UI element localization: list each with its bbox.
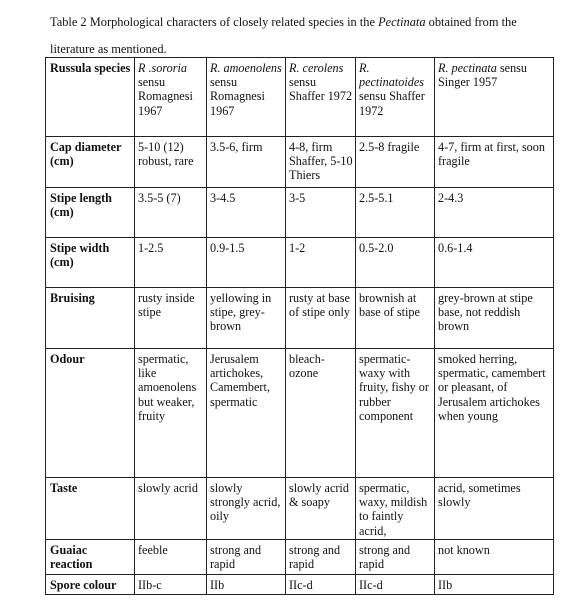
row-label: Guaiac reaction [46,540,135,575]
caption-italic-term: Pectinata [378,15,426,29]
row-label: Odour [46,349,135,478]
table-row [46,137,554,188]
table-row [46,288,554,349]
row-label: Bruising [46,288,135,349]
table-cell: 4-8, firm Shaffer, 5-10 Thiers [286,137,356,188]
table-cell: strong and rapid [207,540,286,575]
table-row [46,349,554,478]
species-name: R .sororia [138,61,187,75]
table-cell: strong and rapid [356,540,435,575]
table-cell: bleach-ozone [286,349,356,478]
column-header [435,58,554,137]
species-name: R. cerolens [289,61,344,75]
table-cell: grey-brown at stipe base, not reddish brown [435,288,554,349]
table-cell: IIb [207,575,286,595]
table-cell: brownish at base of stipe [356,288,435,349]
table-row [46,238,554,288]
species-authority: sensu Singer 1957 [438,61,528,90]
table-cell: 3.5-5 (7) [135,188,207,238]
species-name: R. pectinatoides [359,61,424,90]
table-cell: 3.5-6, firm [207,137,286,188]
table-cell: IIb-c [135,575,207,595]
row-label: Cap diameter (cm) [46,137,135,188]
table-cell: 3-5 [286,188,356,238]
table-cell: 0.9-1.5 [207,238,286,288]
table-cell: yellowing in stipe, grey-brown [207,288,286,349]
table-row [46,540,554,575]
table-cell: 0.5-2.0 [356,238,435,288]
table-cell: IIc-d [286,575,356,595]
table-cell: smoked herring, spermatic, camembert or pleasant, of Jerusalem artichokes when young [435,349,554,478]
species-authority: sensu Shaffer 1972 [289,75,353,104]
caption-suffix: obtained from the literature as mentioned. [50,15,517,56]
species-authority: sensu Romagnesi 1967 [210,75,265,118]
table-cell: 3-4.5 [207,188,286,238]
corner-header: Russula species [46,58,135,137]
column-header [135,58,207,137]
morphology-table [45,57,554,595]
table-cell: strong and rapid [286,540,356,575]
table-cell: 0.6-1.4 [435,238,554,288]
row-label: Spore colour [46,575,135,595]
table-cell: slowly acrid & soapy [286,478,356,540]
table-cell: spermatic, like amoenolens but weaker, fruity [135,349,207,478]
caption-prefix: Table 2 Morphological characters of closely related species in the [50,15,375,29]
row-label: Stipe width (cm) [46,238,135,288]
table-cell: acrid, sometimes slowly [435,478,554,540]
table-cell: spermatic-waxy with fruity, fishy or rubber component [356,349,435,478]
table-cell: spermatic, waxy, mildish to faintly acrid, [356,478,435,540]
table-cell: IIc-d [356,575,435,595]
table-cell: not known [435,540,554,575]
table-cell: slowly strongly acrid, oily [207,478,286,540]
header-row [46,58,554,137]
species-authority: sensu Shaffer 1972 [359,89,425,118]
table-cell: slowly acrid [135,478,207,540]
table-cell: 1-2.5 [135,238,207,288]
table-cell: IIb [435,575,554,595]
table-row [46,575,554,595]
species-authority: sensu Romagnesi 1967 [138,75,193,118]
table-cell: rusty at base of stipe only [286,288,356,349]
row-label: Stipe length (cm) [46,188,135,238]
column-header [356,58,435,137]
row-label: Taste [46,478,135,540]
table-cell: 1-2 [286,238,356,288]
column-header [207,58,286,137]
species-name: R. pectinata [438,61,497,75]
table-cell: rusty inside stipe [135,288,207,349]
table-cell: 5-10 (12) robust, rare [135,137,207,188]
table-row [46,188,554,238]
table-cell: 2-4.3 [435,188,554,238]
table-caption [50,9,550,63]
table-cell: 2.5-8 fragile [356,137,435,188]
table-row [46,478,554,540]
table-cell: Jerusalem artichokes, Camembert, spermatic [207,349,286,478]
column-header [286,58,356,137]
table-cell: 4-7, firm at first, soon fragile [435,137,554,188]
table-cell: 2.5-5.1 [356,188,435,238]
species-name: R. amoenolens [210,61,282,75]
table-cell: feeble [135,540,207,575]
